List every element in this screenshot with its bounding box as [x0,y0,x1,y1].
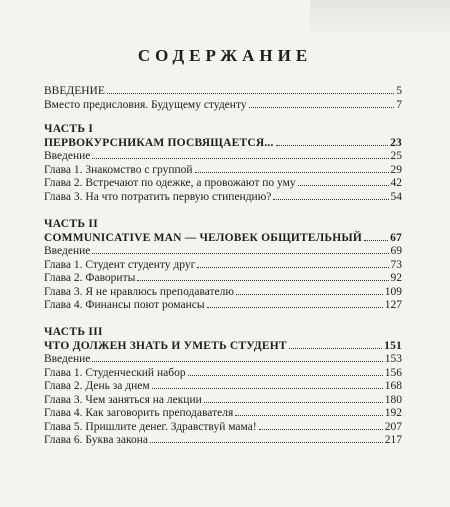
dot-leader [195,172,389,173]
toc-entry[interactable] [44,394,402,408]
toc-entry[interactable] [44,177,402,191]
toc-part-title[interactable] [44,232,402,246]
toc-part-1 [44,123,402,204]
toc-entry-label: Глава 2. Фавориты [44,272,136,284]
toc-entry[interactable] [44,286,402,300]
dot-leader [298,185,389,186]
page-shadow [310,0,450,40]
dot-leader [276,145,389,146]
toc-entry[interactable] [44,245,402,259]
toc-entry-intro[interactable] [44,85,402,99]
dot-leader [273,199,388,200]
toc-intro-section [44,85,402,112]
dot-leader [204,402,383,403]
toc-entry-page: 25 [390,150,402,162]
toc-entry-label: Глава 1. Студент студенту друг [44,258,196,271]
toc-entry-page: 23 [390,136,402,149]
toc-entry[interactable] [44,150,402,164]
toc-entry-label: ВВЕДЕНИЕ [44,85,105,97]
toc-entry[interactable] [44,367,402,381]
toc-entry[interactable] [44,421,402,435]
toc-entry-page: 127 [384,299,402,311]
toc-entry-label: Глава 1. Студенческий набор [44,366,186,379]
toc-entry-label: Глава 2. Встречают по одежке, а провожают по уму [44,177,296,189]
toc-entry-label: Глава 3. Чем заняться на лекции [44,393,202,406]
toc-entry[interactable] [44,191,402,205]
toc-entry-label: Глава 6. Буква закона [44,434,148,446]
toc-entry-label: Введение [44,353,91,365]
toc-entry[interactable] [44,164,402,178]
toc-entry-label: ПЕРВОКУРСНИКАМ ПОСВЯЩАЕТСЯ... [44,136,274,149]
toc-entry-page: 5 [396,85,402,97]
part-heading: ЧАСТЬ II [44,218,98,230]
dot-leader [259,429,383,430]
toc-entry[interactable] [44,353,402,367]
toc-entry-page: 92 [390,272,402,284]
toc-entry-label: Глава 5. Пришлите денег. Здравствуй мама! [44,420,257,433]
dot-leader [235,415,383,416]
toc-entry-page: 151 [384,339,402,352]
toc-part-title[interactable] [44,137,402,151]
toc-entry-label: Глава 3. Я не нравлюсь преподавателю [44,285,234,298]
toc-entry[interactable] [44,407,402,421]
dot-leader [364,240,388,241]
toc-part-2 [44,218,402,313]
toc-entry-page: 29 [390,163,402,176]
toc-entry-label: Введение [44,245,91,257]
toc-entry-page: 54 [390,190,402,203]
part-heading: ЧАСТЬ III [44,326,103,338]
toc-entry-page: 180 [384,393,402,406]
dot-leader [137,280,388,281]
toc-entry-label: Глава 4. Финансы поют романсы [44,299,205,311]
toc-entry[interactable] [44,299,402,313]
dot-leader [150,442,383,443]
dot-leader [107,93,394,94]
dot-leader [236,294,383,295]
toc-entry-page: 67 [390,231,402,244]
toc-entry-page: 69 [390,245,402,257]
toc-entry-label: Глава 2. День за днем [44,380,150,392]
dot-leader [207,307,383,308]
toc-entry-label: Глава 4. Как заговорить преподавателя [44,407,234,419]
toc-entry-page: 153 [384,353,402,365]
dot-leader [197,267,388,268]
toc-entry-label: Глава 3. На что потратить первую стипендию? [44,190,272,203]
toc-entry-page: 42 [390,177,402,189]
toc-entry-page: 7 [396,98,402,111]
toc-part-3 [44,326,402,448]
toc-entry-label: COMMUNICATIVE MAN — ЧЕЛОВЕК ОБЩИТЕЛЬНЫЙ [44,231,363,244]
toc-entry[interactable] [44,380,402,394]
toc-entry[interactable] [44,259,402,273]
dot-leader [152,388,383,389]
part-heading: ЧАСТЬ I [44,123,94,135]
dot-leader [92,158,388,159]
toc-entry[interactable] [44,272,402,286]
toc-entry[interactable] [44,434,402,448]
dot-leader [249,107,395,108]
toc-entry-label: ЧТО ДОЛЖЕН ЗНАТЬ И УМЕТЬ СТУДЕНТ [44,339,287,352]
toc-entry-page: 192 [384,407,402,419]
dot-leader [188,375,383,376]
toc-part-title[interactable] [44,340,402,354]
page-title: СОДЕРЖАНИЕ [137,46,313,65]
toc-entry-page: 217 [384,434,402,446]
dot-leader [289,348,382,349]
toc-entry-page: 109 [384,285,402,298]
dot-leader [92,253,388,254]
toc-entry-page: 207 [384,420,402,433]
dot-leader [92,361,382,362]
toc-entry-label: Глава 1. Знакомство с группой [44,163,193,176]
toc-entry-page: 156 [384,366,402,379]
toc-entry-preface[interactable] [44,99,402,113]
toc-entry-label: Введение [44,150,91,162]
toc-entry-page: 73 [390,258,402,271]
toc-entry-page: 168 [384,380,402,392]
toc-entry-label: Вместо предисловия. Будущему студенту [44,98,247,111]
